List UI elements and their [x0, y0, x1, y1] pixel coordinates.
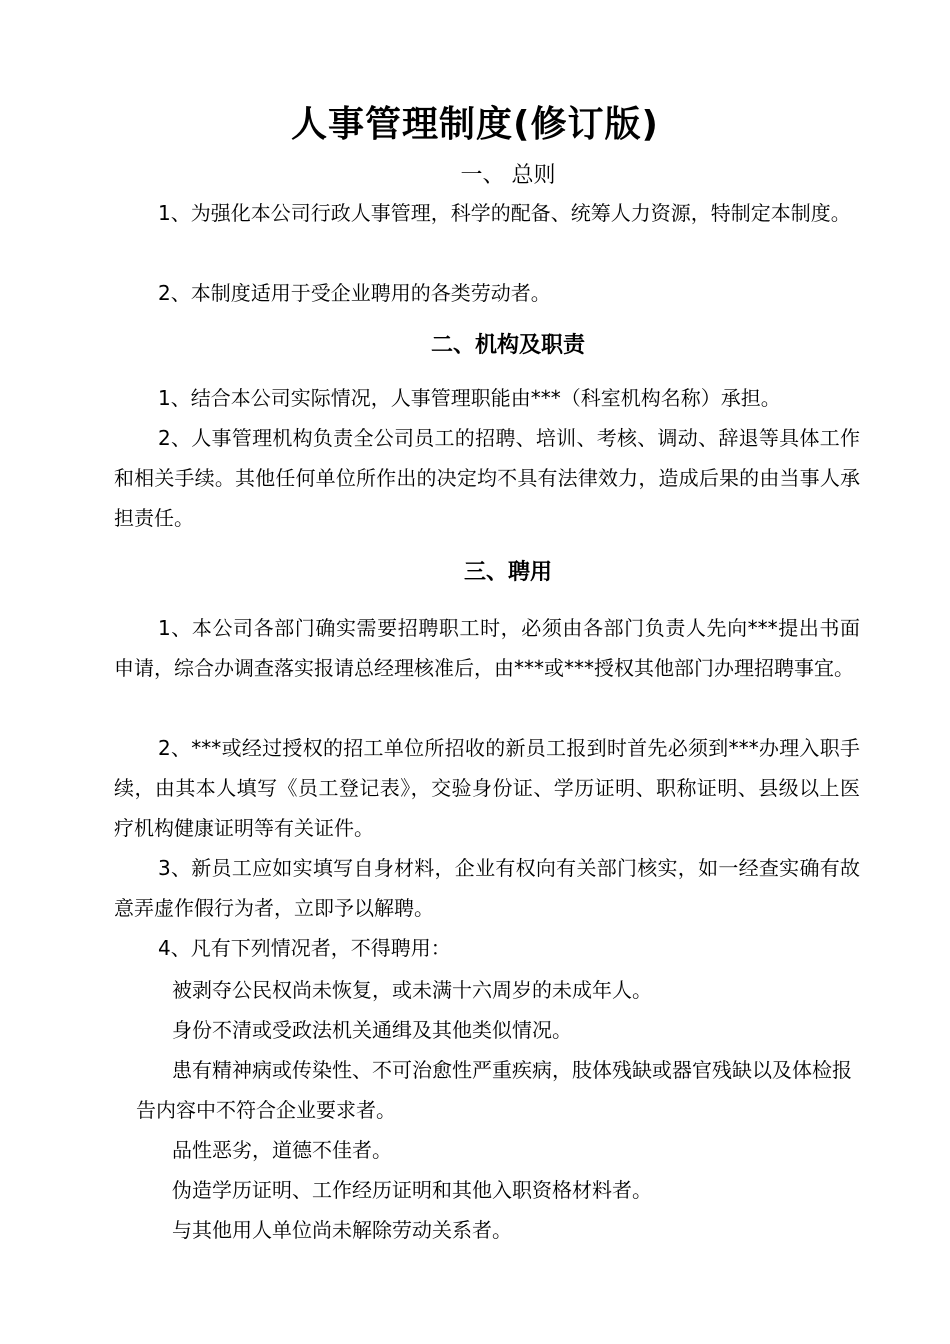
- list-item: 品性恶劣，道德不佳者。: [172, 1138, 392, 1162]
- list-item: 身份不清或受政法机关通缉及其他类似情况。: [172, 1018, 572, 1042]
- list-item: 被剥夺公民权尚未恢复，或未满十六周岁的未成年人。: [172, 978, 652, 1002]
- list-item: 与其他用人单位尚未解除劳动关系者。: [172, 1218, 512, 1242]
- paragraph: 4、凡有下列情况者，不得聘用：: [158, 936, 451, 960]
- paragraph: 1、本公司各部门确实需要招聘职工时，必须由各部门负责人先向***提出书面申请，综合办调查落实报请总经理核准后，由***或***授权其他部门办理招聘事宜。: [114, 616, 860, 680]
- document-title: 人事管理制度(修订版): [291, 104, 659, 145]
- paragraph: 2、***或经过授权的招工单位所招收的新员工报到时首先必须到***办理入职手续，由其本人填写《员工登记表》，交验身份证、学历证明、职称证明、县级以上医疗机构健康证明等有关证件。: [114, 736, 860, 840]
- paragraph: 1、结合本公司实际情况，人事管理职能由***（科室机构名称）承担。: [158, 386, 781, 410]
- list-item: 伪造学历证明、工作经历证明和其他入职资格材料者。: [172, 1178, 652, 1202]
- section-heading-employment: 三、聘用: [463, 560, 552, 585]
- section-heading-organization: 二、机构及职责: [430, 333, 585, 358]
- paragraph: 2、本制度适用于受企业聘用的各类劳动者。: [158, 281, 551, 305]
- list-item: 患有精神病或传染性、不可治愈性严重疾病，肢体残缺或器官残缺以及体检报告内容中不符合企业要求者。: [136, 1058, 852, 1122]
- paragraph: 3、新员工应如实填写自身材料，企业有权向有关部门核实，如一经查实确有故意弄虚作假行为者，立即予以解聘。: [114, 856, 860, 920]
- section-heading-general: 一、 总则: [460, 163, 556, 188]
- paragraph: 2、人事管理机构负责全公司员工的招聘、培训、考核、调动、辞退等具体工作和相关手续。其他任何单位所作出的决定均不具有法律效力，造成后果的由当事人承担责任。: [114, 426, 860, 530]
- paragraph: 1、为强化本公司行政人事管理，科学的配备、统筹人力资源，特制定本制度。: [158, 201, 851, 225]
